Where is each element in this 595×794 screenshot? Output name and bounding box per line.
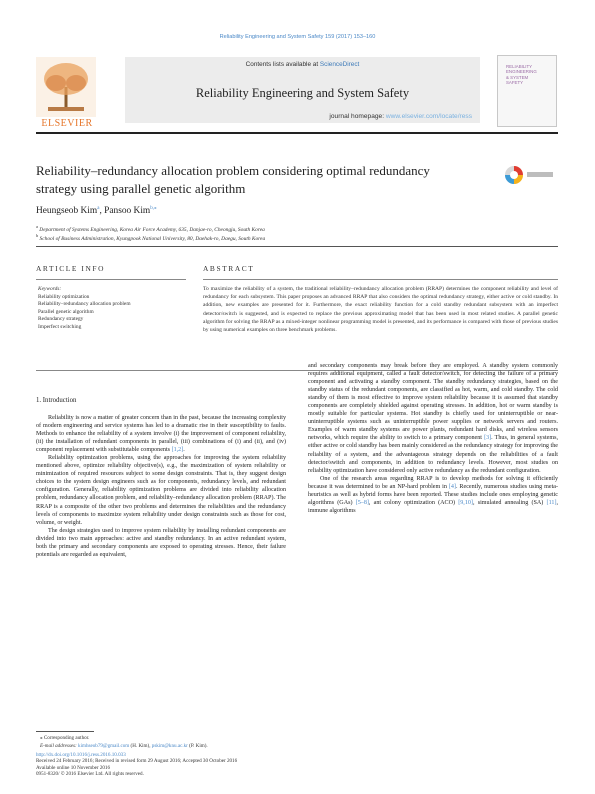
email-link[interactable]: pskim@knu.ac.kr [151,743,188,749]
cover-line: & SYSTEM [506,74,529,80]
doi-link[interactable]: http://dx.doi.org/10.1016/j.ress.2016.10.033 [36,752,126,758]
copyright-line: 0951-8320/ © 2016 Elsevier Ltd. All rights reserved. [36,771,144,778]
paragraph-text: , ant colony optimization (ACO) [368,499,459,506]
paragraph-text: , simulated annealing (SA) [472,499,547,506]
author-separator: , [99,206,105,217]
keyword-item: Parallel genetic algorithm [38,308,94,315]
paragraph-text: Reliability is now a matter of greater concern than in the past, because the increasing complexity of modern engineering and service systems has led to a dramatic rise in their susceptibility to faults. Methods to enhance the reliability of a system involve (i) the improvement of component reliability, (ii) the installation of redundant components in parallel, (iii) combinations of (i) and (ii), and (iv) component replacement with substitutable components [36,415,286,454]
homepage-line [125,113,480,120]
affiliation-b [36,233,265,242]
citation-link[interactable]: [11] [546,499,557,506]
received-dates: Received 24 February 2016; Received in revised form 29 August 2016; Accepted 30 October 2016 [36,758,238,765]
email-owner: (P. Kim). [187,743,208,749]
online-date: Available online 10 November 2016 [36,764,111,771]
contents-prefix: Contents lists available at [245,61,320,68]
publication-info [36,752,296,778]
keywords-title: Keywords: [38,286,62,292]
abstract-rule [203,279,558,280]
paragraph-text: One of the research areas regarding RRAP is to develop methods for solving it efficiently because it was determined to be an NP-hard problem in [308,475,558,490]
affiliation-text: School of Business Administration, Kyungpook National University, 80, Daehak-ro, Daegu, South Korea [38,235,266,242]
elsevier-wordmark: ELSEVIER [41,118,93,129]
author-affil-marker[interactable]: b,⁎ [150,206,157,211]
cover-line: RELIABILITY [506,64,533,69]
author-affil-marker[interactable]: a [97,206,100,211]
footnotes [40,734,300,750]
body-column-right [308,362,558,782]
homepage-link[interactable]: www.elsevier.com/locate/ress [385,113,472,120]
citation-link[interactable]: [1,2] [171,447,184,454]
keyword-item: Reliability optimization [38,293,90,300]
article-info-heading: ARTICLE INFO [36,264,106,273]
title-line-2: strategy using parallel genetic algorithm [36,181,246,196]
body-column-left [36,414,286,668]
article-title [36,162,476,198]
cover-line: SAFETY [506,80,524,86]
cover-line: ENGINEERING [506,69,537,75]
email-link[interactable]: kimhseob79@gmail.com [78,743,130,749]
abstract-heading: ABSTRACT [203,264,255,273]
citation-link[interactable]: [5–8] [355,499,369,506]
paragraph [36,414,286,454]
affil-marker: b [36,233,39,238]
citation-link[interactable]: [3] [484,435,492,442]
paragraph-text: , immune algorithms [308,499,558,514]
email-line [40,742,300,750]
keywords-block [38,286,188,332]
affiliation-text: Department of Systems Engineering, Korea Air Force Academy, 635, Danjae-ro, Cheongju, South Korea [37,226,265,233]
contents-line [125,61,480,68]
affiliation-a [36,224,265,233]
paragraph-text: and secondary components may break before they are employed. A standby system commonly requires additional equipment, called a fault detector/switch, for detecting the failure of a primary component and activating a standby component. The standby redundancy strategies, based on the standby status of the redundant components, are classified as hot, warm, and cold standby. The cold standby of them is most effective to improve system reliability because it is assumed that standby components are completely shielded against operating stresses. In addition, hot or warm standby is mostly suitable for particular systems. Hot standby is chiefly used for uninterruptible or near-uninterruptible systems such as uninterruptible power supplies or network servers and routers. Examples of warm standby systems are power plants, redundant hard disks, and wireless sensors networks, which require the ability to switch to a primary component [308,363,558,442]
paragraph: Reliability optimization problems, using the approaches for improving the system reliability mentioned above, optimize reliability objective(s), e.g., the maximization of system reliability or minimization of required resources subject to some design constraints. That is, they suggest design choices to the system design engineers such as for components, redundancy levels, and redundant configuration. Generally, reliability optimization problems are divided into reliability allocation problem, redundancy allocation problem, and reliability–redundancy allocation problem (RRAP). The RRAP is a composite of the other two problems and determines the reliabilities and the redundancy levels of components to maximize system reliability under design constraints such as those for cost, volume, or weight. [36,455,286,526]
paragraph [308,475,558,515]
keyword-item: Reliability–redundancy allocation problem [38,301,131,308]
affil-marker: a [36,224,38,229]
paragraph-text: . Thus, in general systems, either active or cold standby has been mainly considered as the redundancy strategy for improving the reliability of a system, and the advantageous strategy depends on the reliabilities of a fault detector/switch and components, in addition to redundancy levels. However, most studies on reliability optimization have considered only active redundancy as the redundant configuration. [308,435,558,474]
paragraph [308,362,558,475]
paragraph: The design strategies used to improve system reliability by installing redundant components are divided into two main approaches: active and standby redundancy. In an active redundant system, both the primary and secondary components are exposed to operating stresses. Hence, their failure potentials are regarded as equivalent, [36,527,286,558]
divider-rule [36,246,558,247]
author-list [36,205,156,216]
citation-link[interactable]: [4] [448,483,456,490]
journal-name: Reliability Engineering and System Safety [195,86,410,100]
email-owner: (H. Kim), [129,743,152,749]
crossmark-icon[interactable] [503,164,557,186]
sciencedirect-link[interactable]: ScienceDirect [319,61,360,68]
article-info-rule [36,279,186,280]
citation-link[interactable]: [9,10] [458,499,473,506]
corresponding-author-note: ⁎ Corresponding author. [40,735,90,741]
footnote-rule [36,731,94,732]
title-line-1: Reliability–redundancy allocation problem considering optimal redundancy [36,163,430,178]
keyword-item: Redundancy strategy [38,316,84,323]
section-heading-introduction: 1. Introduction [36,397,77,404]
keyword-item: Imperfect switching [38,323,82,330]
header-rule [36,132,558,134]
paragraph-text: . [183,447,185,454]
email-label: E-mail addresses: [40,743,79,749]
abstract-text: To maximize the reliability of a system, the traditional reliability–redundancy allocation problem (RRAP) determines the component reliability and level of redundancy for each subsystem. This paper proposes an advanced RRAP that also considers the optimal redundancy strategy, either active or cold standby. In addition, new examples are presented for it. Furthermore, the exact reliability function for a cold standby redundant subsystem with an imperfect detector/switch is suggested, and is expected to replace the previous approximating model that has been used in most related studies. A parallel genetic algorithm for solving the RRAP as a mixed-integer nonlinear programming model is presented, and its performance is compared with those of previous studies by using numerical examples on three benchmark problems. [203,286,558,334]
homepage-prefix: journal homepage: [329,113,386,120]
author-name[interactable]: Pansoo Kim [104,206,151,217]
journal-reference: Reliability Engineering and System Safety 159 (2017) 153–160 [219,34,376,40]
paragraph-text: . Recently, numerous studies using meta-heuristics as well as hybrid forms have been reported. These studies include ones employing genetic algorithms (GAs) [308,483,558,506]
author-name[interactable]: Heungseob Kim [36,206,98,217]
journal-cover-thumbnail [497,55,557,127]
